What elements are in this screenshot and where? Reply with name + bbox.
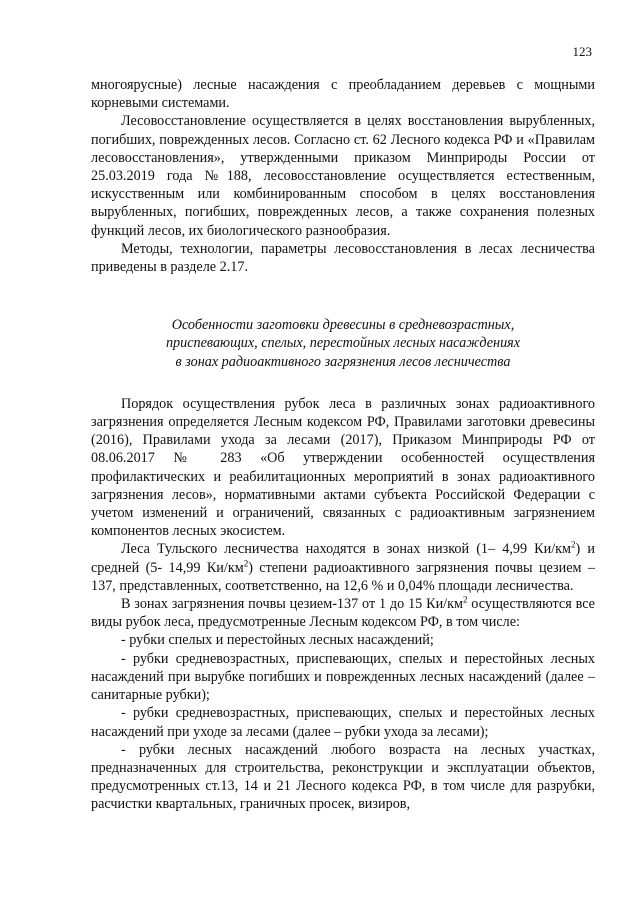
list-item: - рубки средневозрастных, приспевающих, спелых и перестойных лесных насаждений при вырубке погибших и поврежденных лесных насаждений (далее – санитарные рубки); [91,650,595,704]
list-item: - рубки средневозрастных, приспевающих, спелых и перестойных лесных насаждений при уходе за лесами (далее – рубки ухода за лесами); [91,705,595,740]
text-fragment: ) и средней (5- 14,99 Ки/км [91,541,595,576]
section-heading [91,316,595,371]
superscript: 2 [571,539,576,550]
paragraph-contamination-zones [91,540,595,595]
page-number: 123 [572,44,592,59]
heading-line-2: приспевающих, спелых, перестойных лесных насаждениях [165,335,521,352]
text-fragment: осуществляются все виды рубок леса, предусмотренные Лесным кодексом РФ, в том числе: [91,596,595,631]
paragraph-continued: многоярусные) лесные насаждения с преобладанием деревьев с мощными корневыми системами. [91,77,595,112]
text-fragment: ) степени радиоактивного загрязнения почвы цезием – 137, представленных, соответственно, на 12,6 % и 0,04% площади лесничества. [91,559,595,594]
heading-line-1: Особенности заготовки древесины в средневозрастных, [171,317,515,334]
heading-line-3: в зонах радиоактивного загрязнения лесов лесничества [175,353,511,370]
paragraph-procedure: Порядок осуществления рубок леса в различных зонах радиоактивного загрязнения определяется Лесным кодексом РФ, Правилами заготовки древесины (2016), Правилами ухода за лесами (2017), Приказом Минприроды РФ от 08.06.2017 № 283 «Об утверждении особенностей осуществления профилактических и реабилитационных мероприятий в зонах радиоактивного загрязнения лесов», нормативными актами субъекта Российской Федерации с учетом изменений и ограничений, связанных с радиоактивным загрязнением компонентов лесных экосистем. [91,395,595,540]
paragraph-methods: Методы, технологии, параметры лесовосстановления в лесах лесничества приведены в разделе 2.17. [91,240,595,276]
paragraph-felling-types [91,595,595,631]
list-item: - рубки спелых и перестойных лесных насаждений; [121,632,434,649]
text-fragment: Леса Тульского лесничества находятся в зонах низкой (1– 4,99 Ки/км [121,541,572,558]
paragraph-reforestation: Лесовосстановление осуществляется в целях восстановления вырубленных, погибших, поврежденных лесов. Согласно ст. 62 Лесного кодекса РФ и «Правилам лесовосстановления», утвержденными приказом Минприроды России от 25.03.2019 года №188, лесовосстановление осуществляется естественным, искусственным или комбинированным способом в целях восстановления вырубленных, погибших, поврежденных лесов, а также сохранения полезных функций лесов, их биологического разнообразия. [91,113,595,239]
document-body [91,76,595,814]
superscript: 2 [462,594,468,605]
list-item: - рубки лесных насаждений любого возраста на лесных участках, предназначенных для строительства, реконструкции и эксплуатации объектов, предусмотренных ст.13, 14 и 21 Лесного кодекса РФ, в том числе для разрубки, расчистки квартальных, граничных просек, визиров, [91,741,595,813]
text-fragment: В зонах загрязнения почвы цезием-137 от 1 до 15 Ки/км [121,596,463,613]
superscript: 2 [243,557,249,568]
